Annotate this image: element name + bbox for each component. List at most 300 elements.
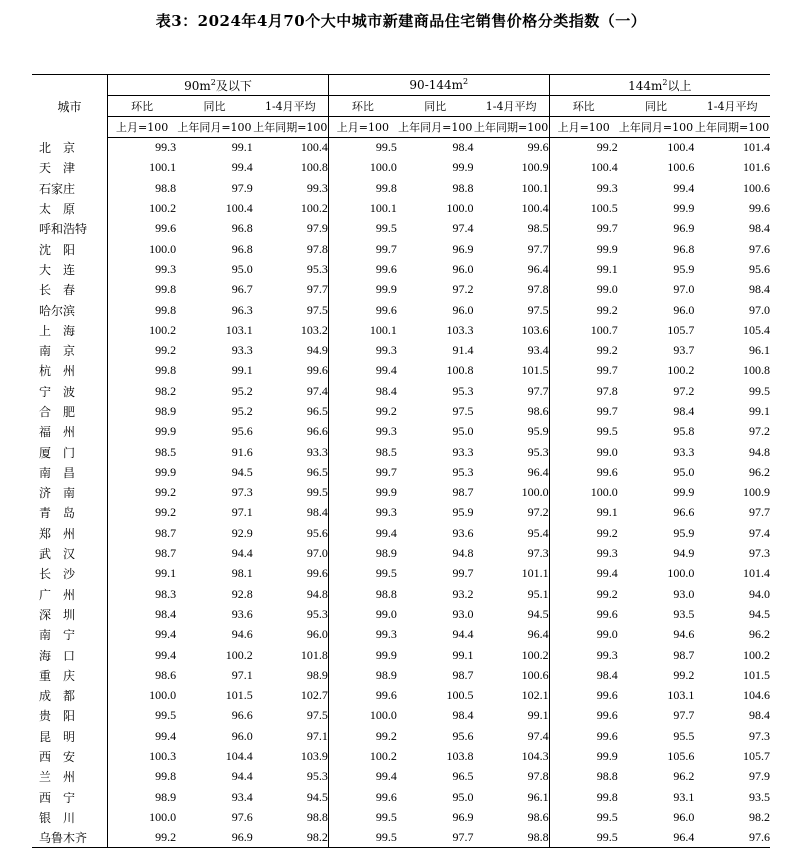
index-value: 100.1 bbox=[108, 158, 177, 178]
index-value: 99.2 bbox=[549, 300, 618, 320]
index-value: 99.5 bbox=[108, 706, 177, 726]
index-value: 103.1 bbox=[667, 688, 695, 703]
index-value: 98.7 bbox=[452, 485, 474, 500]
index-value: 98.4 bbox=[749, 282, 770, 297]
index-value: 100.7 bbox=[549, 320, 618, 340]
index-value: 99.7 bbox=[328, 462, 397, 482]
index-value: 99.5 bbox=[549, 828, 618, 848]
index-value: 99.5 bbox=[328, 219, 397, 239]
index-value: 94.8 bbox=[306, 586, 328, 601]
index-value: 96.5 bbox=[306, 464, 328, 479]
index-value: 93.0 bbox=[673, 586, 695, 601]
index-value: 93.5 bbox=[749, 789, 770, 804]
index-value: 99.9 bbox=[549, 746, 618, 766]
index-value: 99.4 bbox=[231, 160, 253, 175]
table-row bbox=[32, 807, 770, 827]
index-value: 99.6 bbox=[549, 686, 618, 706]
city-name: 长 沙 bbox=[32, 564, 108, 584]
table-row bbox=[32, 198, 770, 218]
table-row bbox=[32, 543, 770, 563]
index-value: 100.2 bbox=[328, 746, 397, 766]
index-value: 94.9 bbox=[306, 343, 328, 358]
index-value: 101.4 bbox=[743, 140, 770, 155]
index-value: 98.8 bbox=[108, 178, 177, 198]
base-header-mom: 上月=100 bbox=[328, 117, 397, 138]
table-row bbox=[32, 138, 770, 158]
index-value: 103.3 bbox=[446, 322, 474, 337]
index-value: 97.8 bbox=[527, 769, 549, 784]
city-name: 深 圳 bbox=[32, 604, 108, 624]
index-value: 96.2 bbox=[749, 464, 770, 479]
city-name: 贵 阳 bbox=[32, 706, 108, 726]
table-row bbox=[32, 401, 770, 421]
metric-header-mom: 环比 bbox=[549, 96, 618, 117]
index-value: 99.4 bbox=[108, 625, 177, 645]
index-value: 95.0 bbox=[452, 789, 474, 804]
city-name: 兰 州 bbox=[32, 767, 108, 787]
index-value: 100.0 bbox=[446, 201, 474, 216]
index-value: 96.9 bbox=[673, 221, 695, 236]
table-row bbox=[32, 320, 770, 340]
index-value: 99.4 bbox=[328, 361, 397, 381]
index-value: 95.3 bbox=[452, 383, 474, 398]
table-row bbox=[32, 604, 770, 624]
table-row bbox=[32, 300, 770, 320]
index-value: 93.6 bbox=[452, 525, 474, 540]
index-value: 93.3 bbox=[673, 444, 695, 459]
index-value: 93.1 bbox=[673, 789, 695, 804]
city-name: 西 宁 bbox=[32, 787, 108, 807]
index-value: 95.4 bbox=[527, 525, 549, 540]
index-value: 99.4 bbox=[673, 180, 695, 195]
index-value: 99.7 bbox=[549, 219, 618, 239]
index-value: 99.6 bbox=[306, 363, 328, 378]
index-value: 93.4 bbox=[231, 789, 253, 804]
index-value: 102.1 bbox=[521, 688, 549, 703]
index-value: 97.4 bbox=[749, 525, 770, 540]
index-value: 100.0 bbox=[108, 686, 177, 706]
index-value: 97.1 bbox=[231, 667, 253, 682]
index-value: 98.6 bbox=[108, 665, 177, 685]
index-value: 99.2 bbox=[549, 340, 618, 360]
index-value: 98.8 bbox=[306, 809, 328, 824]
index-value: 100.2 bbox=[300, 201, 328, 216]
table-row bbox=[32, 239, 770, 259]
index-value: 97.9 bbox=[749, 769, 770, 784]
index-value: 95.9 bbox=[673, 525, 695, 540]
index-value: 101.8 bbox=[300, 647, 328, 662]
index-value: 99.3 bbox=[328, 422, 397, 442]
index-value: 99.1 bbox=[231, 140, 253, 155]
index-value: 94.5 bbox=[527, 606, 549, 621]
index-value: 97.8 bbox=[527, 282, 549, 297]
table-row bbox=[32, 483, 770, 503]
index-value: 99.9 bbox=[328, 280, 397, 300]
index-value: 95.6 bbox=[452, 728, 474, 743]
index-value: 95.3 bbox=[306, 769, 328, 784]
index-value: 105.4 bbox=[743, 322, 770, 337]
index-value: 99.8 bbox=[108, 361, 177, 381]
index-value: 100.2 bbox=[225, 647, 253, 662]
index-value: 99.2 bbox=[108, 503, 177, 523]
index-value: 99.7 bbox=[328, 239, 397, 259]
city-name: 重 庆 bbox=[32, 665, 108, 685]
index-value: 97.8 bbox=[549, 381, 618, 401]
index-value: 99.9 bbox=[108, 462, 177, 482]
base-header-ytd-avg: 上年同期=100 bbox=[474, 117, 550, 138]
index-value: 97.0 bbox=[673, 282, 695, 297]
index-value: 99.5 bbox=[328, 807, 397, 827]
index-value: 99.9 bbox=[673, 485, 695, 500]
index-value: 97.8 bbox=[306, 241, 328, 256]
index-value: 99.4 bbox=[108, 726, 177, 746]
index-value: 99.1 bbox=[452, 647, 474, 662]
table-row bbox=[32, 686, 770, 706]
index-value: 100.8 bbox=[743, 363, 770, 378]
index-value: 97.2 bbox=[673, 383, 695, 398]
index-value: 99.8 bbox=[549, 787, 618, 807]
table-row bbox=[32, 503, 770, 523]
index-value: 98.4 bbox=[549, 665, 618, 685]
index-value: 91.4 bbox=[452, 343, 474, 358]
index-value: 97.7 bbox=[306, 282, 328, 297]
index-value: 99.6 bbox=[328, 259, 397, 279]
index-value: 91.6 bbox=[231, 444, 253, 459]
base-header-yoy: 上年同月=100 bbox=[176, 117, 253, 138]
index-value: 97.3 bbox=[527, 546, 549, 561]
city-name: 郑 州 bbox=[32, 523, 108, 543]
index-value: 96.6 bbox=[231, 708, 253, 723]
index-value: 100.4 bbox=[549, 158, 618, 178]
index-value: 95.8 bbox=[673, 424, 695, 439]
metric-header-ytd-avg: 1-4月平均 bbox=[474, 96, 550, 117]
index-value: 93.2 bbox=[452, 586, 474, 601]
table-row bbox=[32, 219, 770, 239]
index-value: 99.2 bbox=[549, 138, 618, 158]
index-value: 99.0 bbox=[549, 280, 618, 300]
index-value: 99.8 bbox=[108, 300, 177, 320]
index-value: 97.7 bbox=[527, 241, 549, 256]
index-value: 96.0 bbox=[452, 302, 474, 317]
index-value: 99.5 bbox=[549, 807, 618, 827]
index-value: 97.9 bbox=[231, 180, 253, 195]
city-name: 杭 州 bbox=[32, 361, 108, 381]
metric-header-yoy: 同比 bbox=[397, 96, 474, 117]
index-value: 99.5 bbox=[328, 828, 397, 848]
table-row bbox=[32, 442, 770, 462]
index-value: 101.5 bbox=[225, 688, 253, 703]
index-value: 100.4 bbox=[521, 201, 549, 216]
index-value: 98.6 bbox=[527, 404, 549, 418]
index-value: 94.5 bbox=[749, 606, 770, 621]
index-value: 96.5 bbox=[306, 404, 328, 418]
index-value: 97.5 bbox=[306, 302, 328, 317]
index-value: 98.4 bbox=[108, 604, 177, 624]
city-name: 海 口 bbox=[32, 645, 108, 665]
index-value: 96.0 bbox=[673, 809, 695, 824]
table-row bbox=[32, 422, 770, 442]
table-row bbox=[32, 767, 770, 787]
index-value: 99.6 bbox=[549, 706, 618, 726]
index-value: 98.9 bbox=[306, 667, 328, 682]
index-value: 99.3 bbox=[549, 178, 618, 198]
index-value: 100.0 bbox=[549, 483, 618, 503]
index-value: 98.4 bbox=[749, 708, 770, 723]
table-row bbox=[32, 625, 770, 645]
index-value: 101.5 bbox=[521, 363, 549, 378]
table-row bbox=[32, 726, 770, 746]
table-row bbox=[32, 178, 770, 198]
index-value: 99.1 bbox=[108, 564, 177, 584]
index-value: 99.4 bbox=[328, 767, 397, 787]
index-value: 96.2 bbox=[749, 627, 770, 642]
index-value: 93.7 bbox=[673, 343, 695, 358]
index-value: 99.8 bbox=[108, 767, 177, 787]
index-value: 98.5 bbox=[328, 442, 397, 462]
base-header-ytd-avg: 上年同期=100 bbox=[253, 117, 329, 138]
table-row bbox=[32, 361, 770, 381]
table-row bbox=[32, 665, 770, 685]
table-row bbox=[32, 462, 770, 482]
index-value: 100.6 bbox=[521, 667, 549, 682]
index-value: 100.2 bbox=[108, 320, 177, 340]
index-value: 98.7 bbox=[452, 667, 474, 682]
city-name: 乌鲁木齐 bbox=[32, 828, 108, 848]
index-value: 99.6 bbox=[108, 219, 177, 239]
index-value: 99.6 bbox=[549, 726, 618, 746]
index-value: 94.8 bbox=[452, 546, 474, 561]
index-value: 100.4 bbox=[300, 140, 328, 155]
table-row bbox=[32, 340, 770, 360]
index-value: 99.1 bbox=[231, 363, 253, 378]
index-value: 100.1 bbox=[328, 320, 397, 340]
city-name: 南 昌 bbox=[32, 462, 108, 482]
index-value: 99.3 bbox=[306, 180, 328, 195]
index-value: 96.0 bbox=[452, 261, 474, 276]
index-value: 94.5 bbox=[231, 464, 253, 479]
index-value: 96.8 bbox=[231, 241, 253, 256]
index-value: 94.4 bbox=[452, 627, 474, 642]
index-value: 99.2 bbox=[328, 726, 397, 746]
index-value: 99.3 bbox=[108, 138, 177, 158]
index-value: 100.1 bbox=[328, 198, 397, 218]
base-header-yoy: 上年同月=100 bbox=[618, 117, 695, 138]
index-value: 97.4 bbox=[306, 383, 328, 398]
index-value: 95.6 bbox=[231, 424, 253, 439]
index-value: 100.6 bbox=[667, 160, 695, 175]
index-value: 97.2 bbox=[452, 282, 474, 297]
city-name: 长 春 bbox=[32, 280, 108, 300]
index-value: 93.0 bbox=[452, 606, 474, 621]
index-value: 99.5 bbox=[549, 422, 618, 442]
index-value: 99.6 bbox=[328, 787, 397, 807]
index-value: 95.3 bbox=[452, 464, 474, 479]
index-value: 100.9 bbox=[743, 485, 770, 500]
index-value: 94.8 bbox=[749, 444, 770, 459]
index-value: 100.2 bbox=[667, 363, 695, 378]
index-value: 100.0 bbox=[667, 566, 695, 581]
index-value: 97.9 bbox=[306, 221, 328, 236]
index-value: 99.2 bbox=[108, 828, 177, 848]
index-value: 99.2 bbox=[549, 584, 618, 604]
index-value: 99.2 bbox=[549, 523, 618, 543]
index-value: 99.3 bbox=[328, 503, 397, 523]
index-value: 99.2 bbox=[108, 483, 177, 503]
index-value: 96.9 bbox=[452, 809, 474, 824]
index-value: 97.2 bbox=[749, 424, 770, 439]
index-value: 98.9 bbox=[328, 543, 397, 563]
index-value: 99.5 bbox=[328, 138, 397, 158]
index-value: 97.2 bbox=[527, 505, 549, 520]
index-value: 100.0 bbox=[108, 239, 177, 259]
index-value: 98.4 bbox=[452, 140, 474, 155]
index-value: 99.6 bbox=[749, 201, 770, 216]
index-value: 96.4 bbox=[618, 828, 695, 848]
index-value: 97.3 bbox=[749, 728, 770, 743]
table-row bbox=[32, 584, 770, 604]
group-header-90-144: $90-144m^2$ bbox=[328, 75, 549, 96]
index-value: 98.8 bbox=[328, 584, 397, 604]
index-value: 99.6 bbox=[527, 140, 549, 155]
index-value: 105.7 bbox=[667, 322, 695, 337]
index-value: 96.6 bbox=[673, 505, 695, 520]
index-value: 98.4 bbox=[452, 708, 474, 723]
index-value: 100.0 bbox=[328, 158, 397, 178]
index-value: 100.3 bbox=[108, 746, 177, 766]
price-index-table bbox=[32, 74, 770, 848]
table-row bbox=[32, 523, 770, 543]
index-value: 98.5 bbox=[527, 221, 549, 236]
index-value: 105.7 bbox=[743, 749, 770, 764]
index-value: 98.9 bbox=[108, 787, 177, 807]
index-value: 99.9 bbox=[108, 422, 177, 442]
city-name: 上 海 bbox=[32, 320, 108, 340]
index-value: 100.4 bbox=[667, 140, 695, 155]
index-value: 103.2 bbox=[300, 322, 328, 337]
table-header bbox=[32, 75, 770, 138]
city-name: 武 汉 bbox=[32, 543, 108, 563]
index-value: 102.7 bbox=[300, 688, 328, 703]
city-name: 太 原 bbox=[32, 198, 108, 218]
index-value: 96.1 bbox=[527, 789, 549, 804]
city-name: 广 州 bbox=[32, 584, 108, 604]
city-name: 哈尔滨 bbox=[32, 300, 108, 320]
base-header-mom: 上月=100 bbox=[108, 117, 177, 138]
index-value: 95.9 bbox=[527, 424, 549, 439]
index-value: 95.3 bbox=[306, 261, 328, 276]
index-value: 100.8 bbox=[300, 160, 328, 175]
index-value: 97.5 bbox=[452, 404, 474, 418]
table-body bbox=[32, 138, 770, 848]
index-value: 99.5 bbox=[749, 383, 770, 398]
index-value: 100.8 bbox=[446, 363, 474, 378]
index-value: 97.6 bbox=[749, 241, 770, 256]
index-value: 99.2 bbox=[328, 401, 397, 421]
index-value: 99.3 bbox=[549, 645, 618, 665]
index-value: 98.4 bbox=[673, 404, 695, 418]
index-value: 101.6 bbox=[743, 160, 770, 175]
index-value: 101.1 bbox=[521, 566, 549, 581]
index-value: 98.6 bbox=[527, 809, 549, 824]
index-value: 96.1 bbox=[749, 343, 770, 358]
index-value: 99.3 bbox=[328, 625, 397, 645]
index-value: 99.6 bbox=[306, 566, 328, 581]
index-value: 97.1 bbox=[231, 505, 253, 520]
base-header-yoy: 上年同月=100 bbox=[397, 117, 474, 138]
index-value: 100.9 bbox=[521, 160, 549, 175]
table-row bbox=[32, 564, 770, 584]
index-value: 96.9 bbox=[452, 241, 474, 256]
index-value: 95.0 bbox=[673, 464, 695, 479]
index-value: 99.0 bbox=[549, 625, 618, 645]
index-value: 101.4 bbox=[743, 566, 770, 581]
index-value: 93.6 bbox=[231, 606, 253, 621]
city-name: 南 宁 bbox=[32, 625, 108, 645]
index-value: 94.4 bbox=[231, 546, 253, 561]
city-name: 大 连 bbox=[32, 259, 108, 279]
index-value: 100.0 bbox=[521, 485, 549, 500]
index-value: 99.6 bbox=[549, 462, 618, 482]
index-value: 96.2 bbox=[673, 769, 695, 784]
index-value: 99.8 bbox=[328, 178, 397, 198]
index-value: 97.0 bbox=[749, 302, 770, 317]
index-value: 97.6 bbox=[231, 809, 253, 824]
table-row bbox=[32, 746, 770, 766]
index-value: 96.8 bbox=[231, 221, 253, 236]
index-value: 98.2 bbox=[253, 828, 329, 848]
city-name: 天 津 bbox=[32, 158, 108, 178]
index-value: 94.4 bbox=[231, 769, 253, 784]
index-value: 99.3 bbox=[549, 543, 618, 563]
index-value: 93.3 bbox=[231, 343, 253, 358]
index-value: 104.4 bbox=[225, 749, 253, 764]
index-value: 99.7 bbox=[549, 361, 618, 381]
index-value: 93.5 bbox=[673, 606, 695, 621]
table-row bbox=[32, 787, 770, 807]
index-value: 99.4 bbox=[549, 564, 618, 584]
index-value: 99.9 bbox=[549, 239, 618, 259]
index-value: 95.2 bbox=[231, 383, 253, 398]
metric-header-ytd-avg: 1-4月平均 bbox=[694, 96, 770, 117]
index-value: 99.7 bbox=[549, 401, 618, 421]
city-name: 沈 阳 bbox=[32, 239, 108, 259]
index-value: 99.5 bbox=[306, 485, 328, 500]
index-value: 96.5 bbox=[452, 769, 474, 784]
index-value: 97.5 bbox=[306, 708, 328, 723]
index-value: 99.8 bbox=[108, 280, 177, 300]
index-value: 95.9 bbox=[452, 505, 474, 520]
index-value: 103.1 bbox=[225, 322, 253, 337]
index-value: 99.2 bbox=[108, 340, 177, 360]
index-value: 98.7 bbox=[108, 543, 177, 563]
index-value: 99.0 bbox=[549, 442, 618, 462]
city-name: 呼和浩特 bbox=[32, 219, 108, 239]
city-name: 宁 波 bbox=[32, 381, 108, 401]
index-value: 99.1 bbox=[749, 404, 770, 418]
index-value: 92.9 bbox=[231, 525, 253, 540]
city-name: 成 都 bbox=[32, 686, 108, 706]
index-value: 95.6 bbox=[306, 525, 328, 540]
index-value: 97.1 bbox=[306, 728, 328, 743]
base-header-row bbox=[32, 117, 770, 138]
index-value: 103.8 bbox=[446, 749, 474, 764]
metric-header-mom: 环比 bbox=[108, 96, 177, 117]
city-name: 北 京 bbox=[32, 138, 108, 158]
index-value: 100.2 bbox=[743, 647, 770, 662]
city-name: 合 肥 bbox=[32, 401, 108, 421]
index-value: 98.1 bbox=[231, 566, 253, 581]
index-value: 95.0 bbox=[231, 261, 253, 276]
